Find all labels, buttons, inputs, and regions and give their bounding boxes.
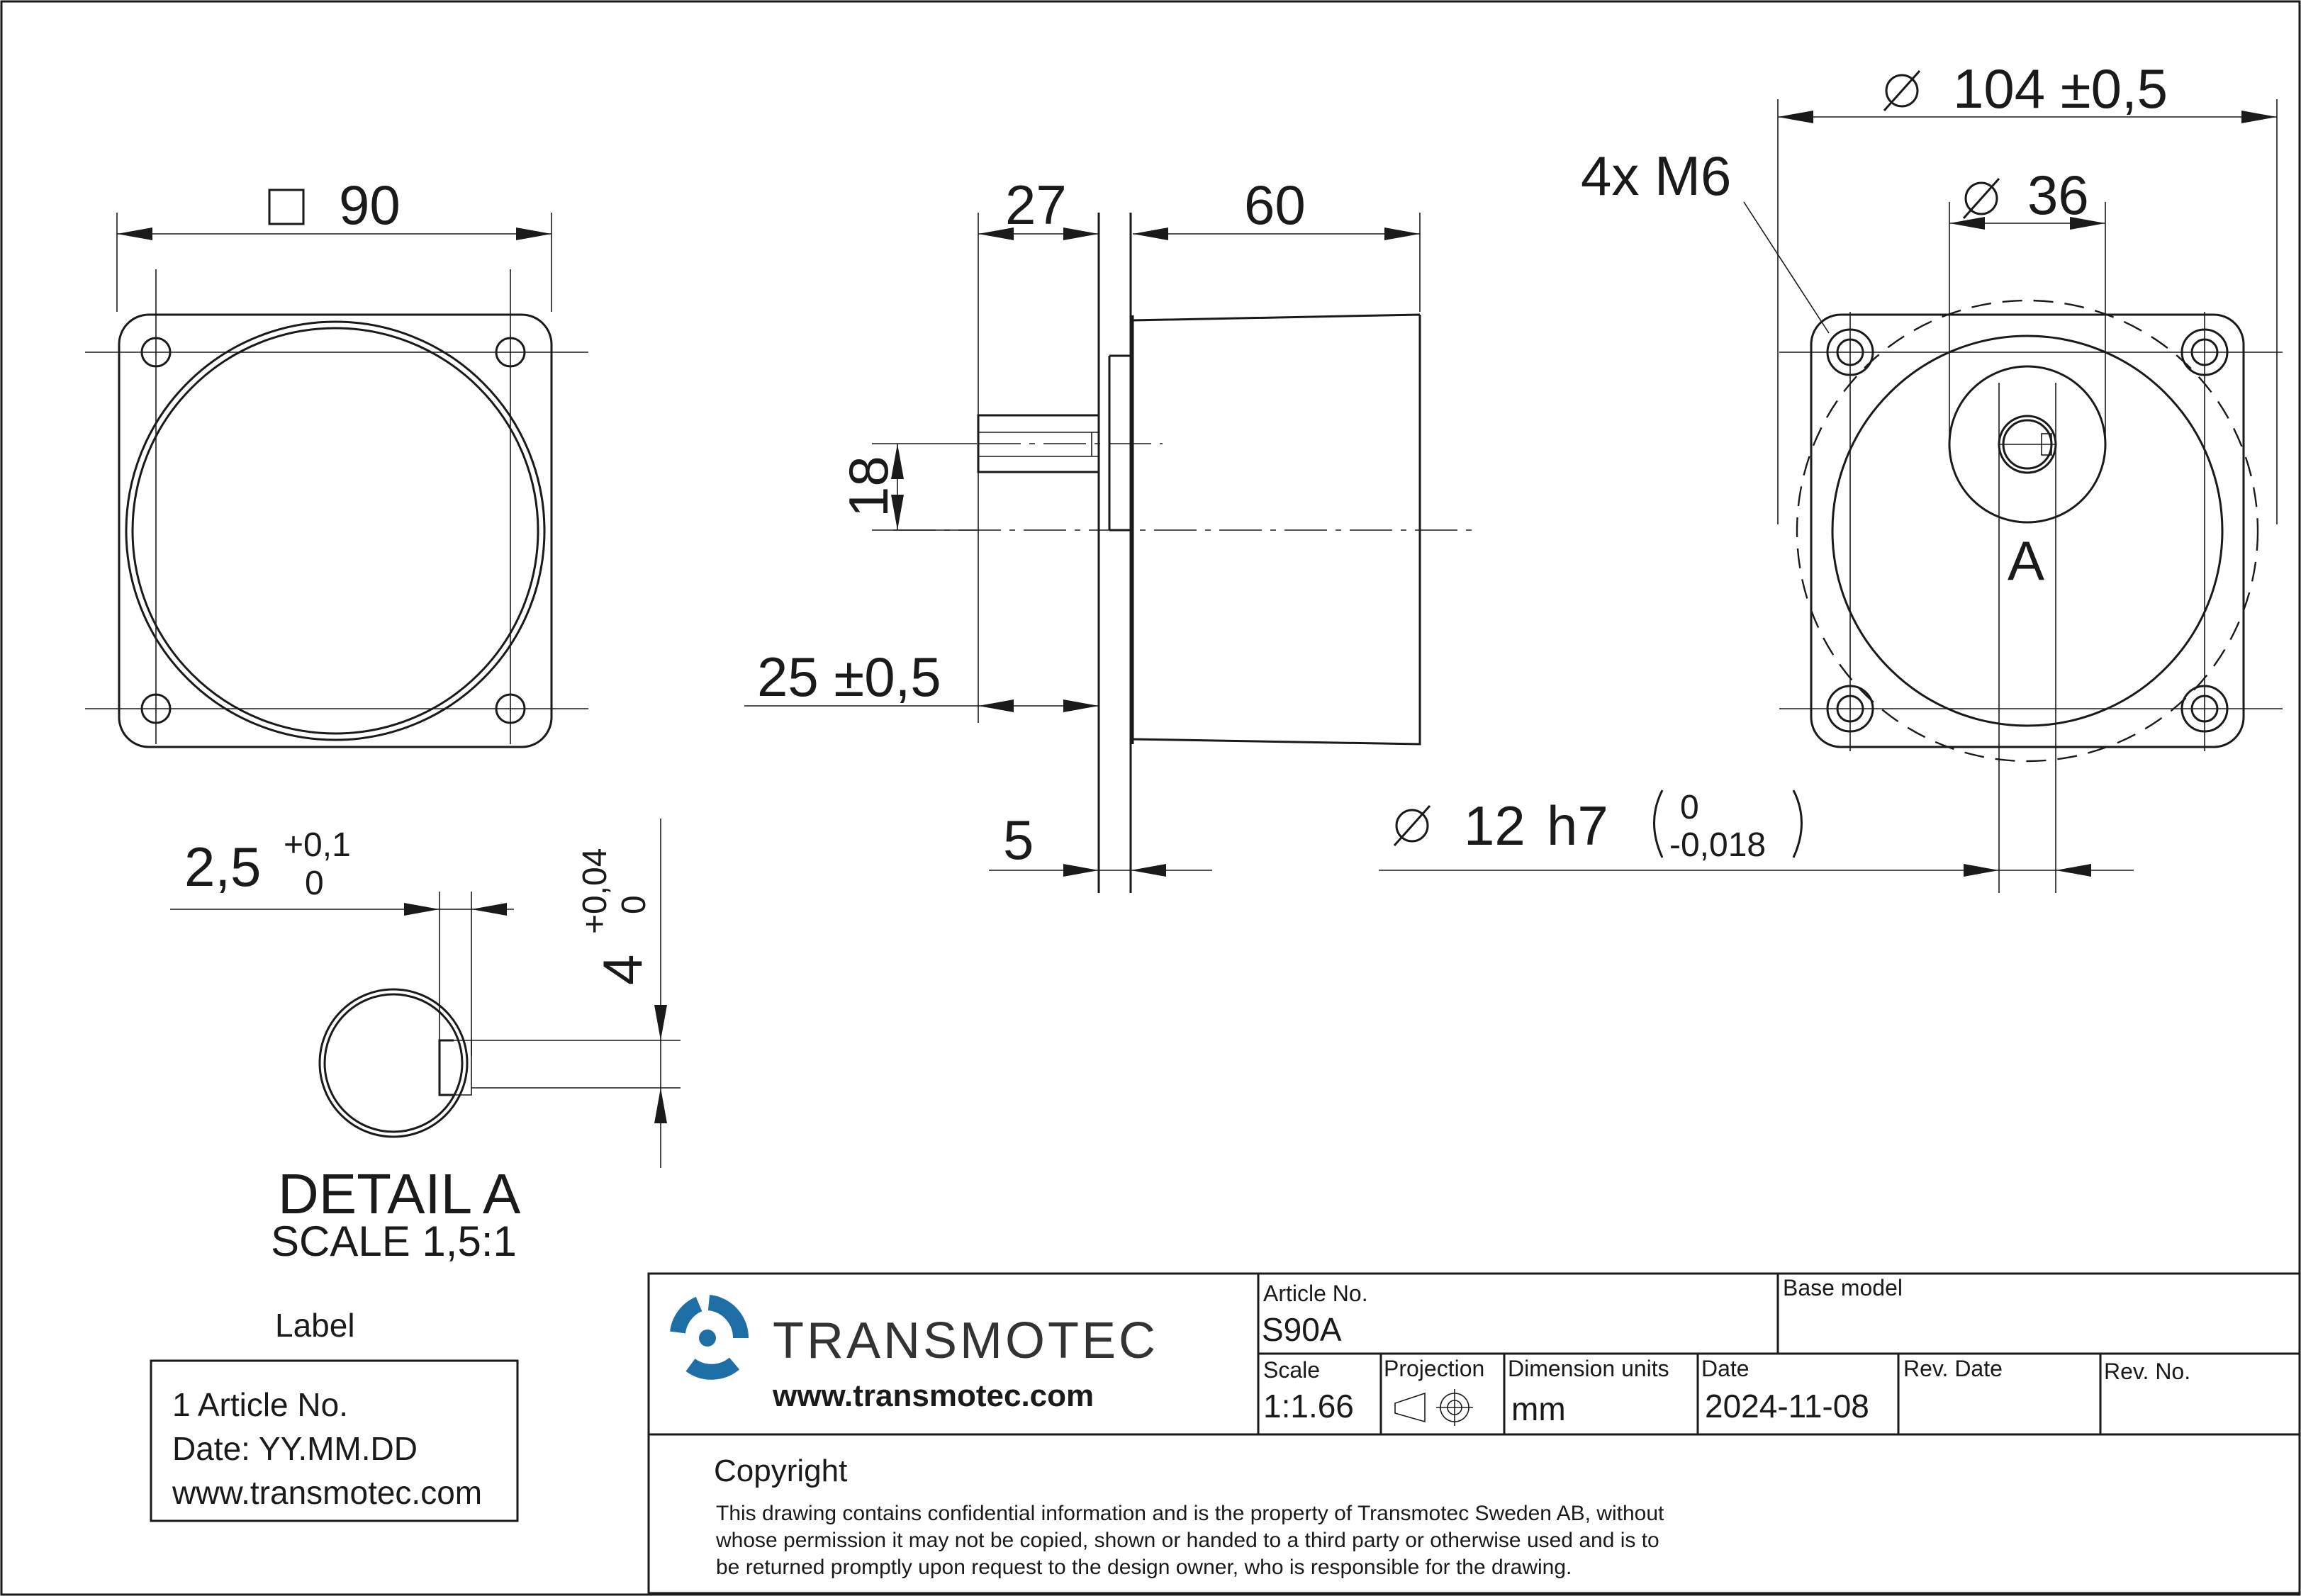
shaft-dia-text: 12 [1464, 794, 1525, 857]
date-value: 2024-11-08 [1705, 1388, 1869, 1424]
dim-25-text: 25 ±0,5 [757, 646, 941, 708]
holes-text: 4x M6 [1581, 145, 1732, 207]
key-width-text: 2,5 [184, 836, 262, 898]
copyright-title: Copyright [714, 1454, 848, 1488]
scale-value: 1:1.66 [1263, 1388, 1354, 1424]
dim-units-label: Dimension units [1508, 1356, 1669, 1381]
shaft-fit-text: h7 [1547, 794, 1608, 857]
dim-60-text: 60 [1244, 174, 1306, 236]
scale-label: Scale [1263, 1357, 1321, 1383]
dim-25 [744, 646, 1099, 712]
dim-square-90 [117, 174, 552, 312]
dim-18 [837, 444, 977, 530]
diameter-symbol [1884, 71, 1920, 111]
rev-date-label: Rev. Date [1903, 1356, 2003, 1381]
base-model-label: Base model [1783, 1275, 1903, 1300]
holes-callout [1581, 145, 1829, 333]
dim-shaft-dia [1379, 789, 2134, 877]
dim-104-text: 104 ±0,5 [1953, 57, 2168, 120]
dim-dia-36 [1949, 164, 2105, 439]
front-view [85, 269, 588, 747]
key-width-tol-lower: 0 [305, 865, 324, 902]
copyright-line2: whose permission it may not be copied, shown or handed to a third party or otherwise used and is to [716, 1529, 1659, 1552]
key-depth-text: 4 [591, 954, 654, 985]
square-symbol [269, 190, 303, 224]
end-view [1779, 300, 2283, 893]
article-no-label: Article No. [1263, 1281, 1368, 1306]
brand-name: TRANSMOTEC [773, 1313, 1158, 1369]
key-depth-tol-upper: +0,04 [576, 848, 614, 934]
projection-label: Projection [1384, 1356, 1485, 1381]
dim-5 [989, 809, 1212, 877]
transmotec-logo [678, 1303, 741, 1372]
shaft-tol-lower: -0,018 [1669, 826, 1767, 864]
article-no-value: S90A [1262, 1311, 1342, 1348]
diameter-symbol [1964, 179, 1999, 218]
side-view [893, 213, 1474, 893]
copyright-line1: This drawing contains confidential information and is the property of Transmotec Sweden AB, without [716, 1502, 1664, 1525]
dim-27 [978, 174, 1099, 723]
date-label: Date [1701, 1356, 1749, 1381]
label-line3: www.transmotec.com [172, 1474, 483, 1511]
detail-scale: SCALE 1,5:1 [271, 1218, 517, 1265]
dim-key-width [170, 826, 514, 916]
section-a-label: A [2008, 529, 2045, 592]
shaft-tol-upper: 0 [1680, 789, 1699, 826]
detail-a-view [320, 892, 681, 1137]
label-line2: Date: YY.MM.DD [172, 1430, 418, 1467]
copyright-line3: be returned promptly upon request to the design owner, who is responsible for the drawing. [716, 1556, 1572, 1579]
dim-key-depth [576, 819, 667, 1168]
first-angle-projection-icon [1395, 1389, 1473, 1426]
dim-5-text: 5 [1003, 809, 1034, 871]
key-width-tol-upper: +0,1 [284, 826, 351, 864]
rev-no-label: Rev. No. [2104, 1359, 2191, 1384]
dim-27-text: 27 [1005, 174, 1067, 236]
dim-36-text: 36 [2027, 164, 2089, 226]
diameter-symbol [1394, 806, 1430, 845]
dim-90-text: 90 [339, 174, 401, 236]
dim-dia-104 [1778, 57, 2277, 524]
dim-60 [1133, 174, 1420, 312]
brand-website: www.transmotec.com [773, 1378, 1094, 1413]
detail-title: DETAIL A [278, 1162, 521, 1225]
label-caption: Label [275, 1307, 355, 1344]
key-depth-tol-lower: 0 [615, 895, 653, 914]
label-line1: 1 Article No. [172, 1386, 348, 1423]
dim-units-value: mm [1511, 1390, 1566, 1427]
dim-18-text: 18 [837, 456, 900, 517]
